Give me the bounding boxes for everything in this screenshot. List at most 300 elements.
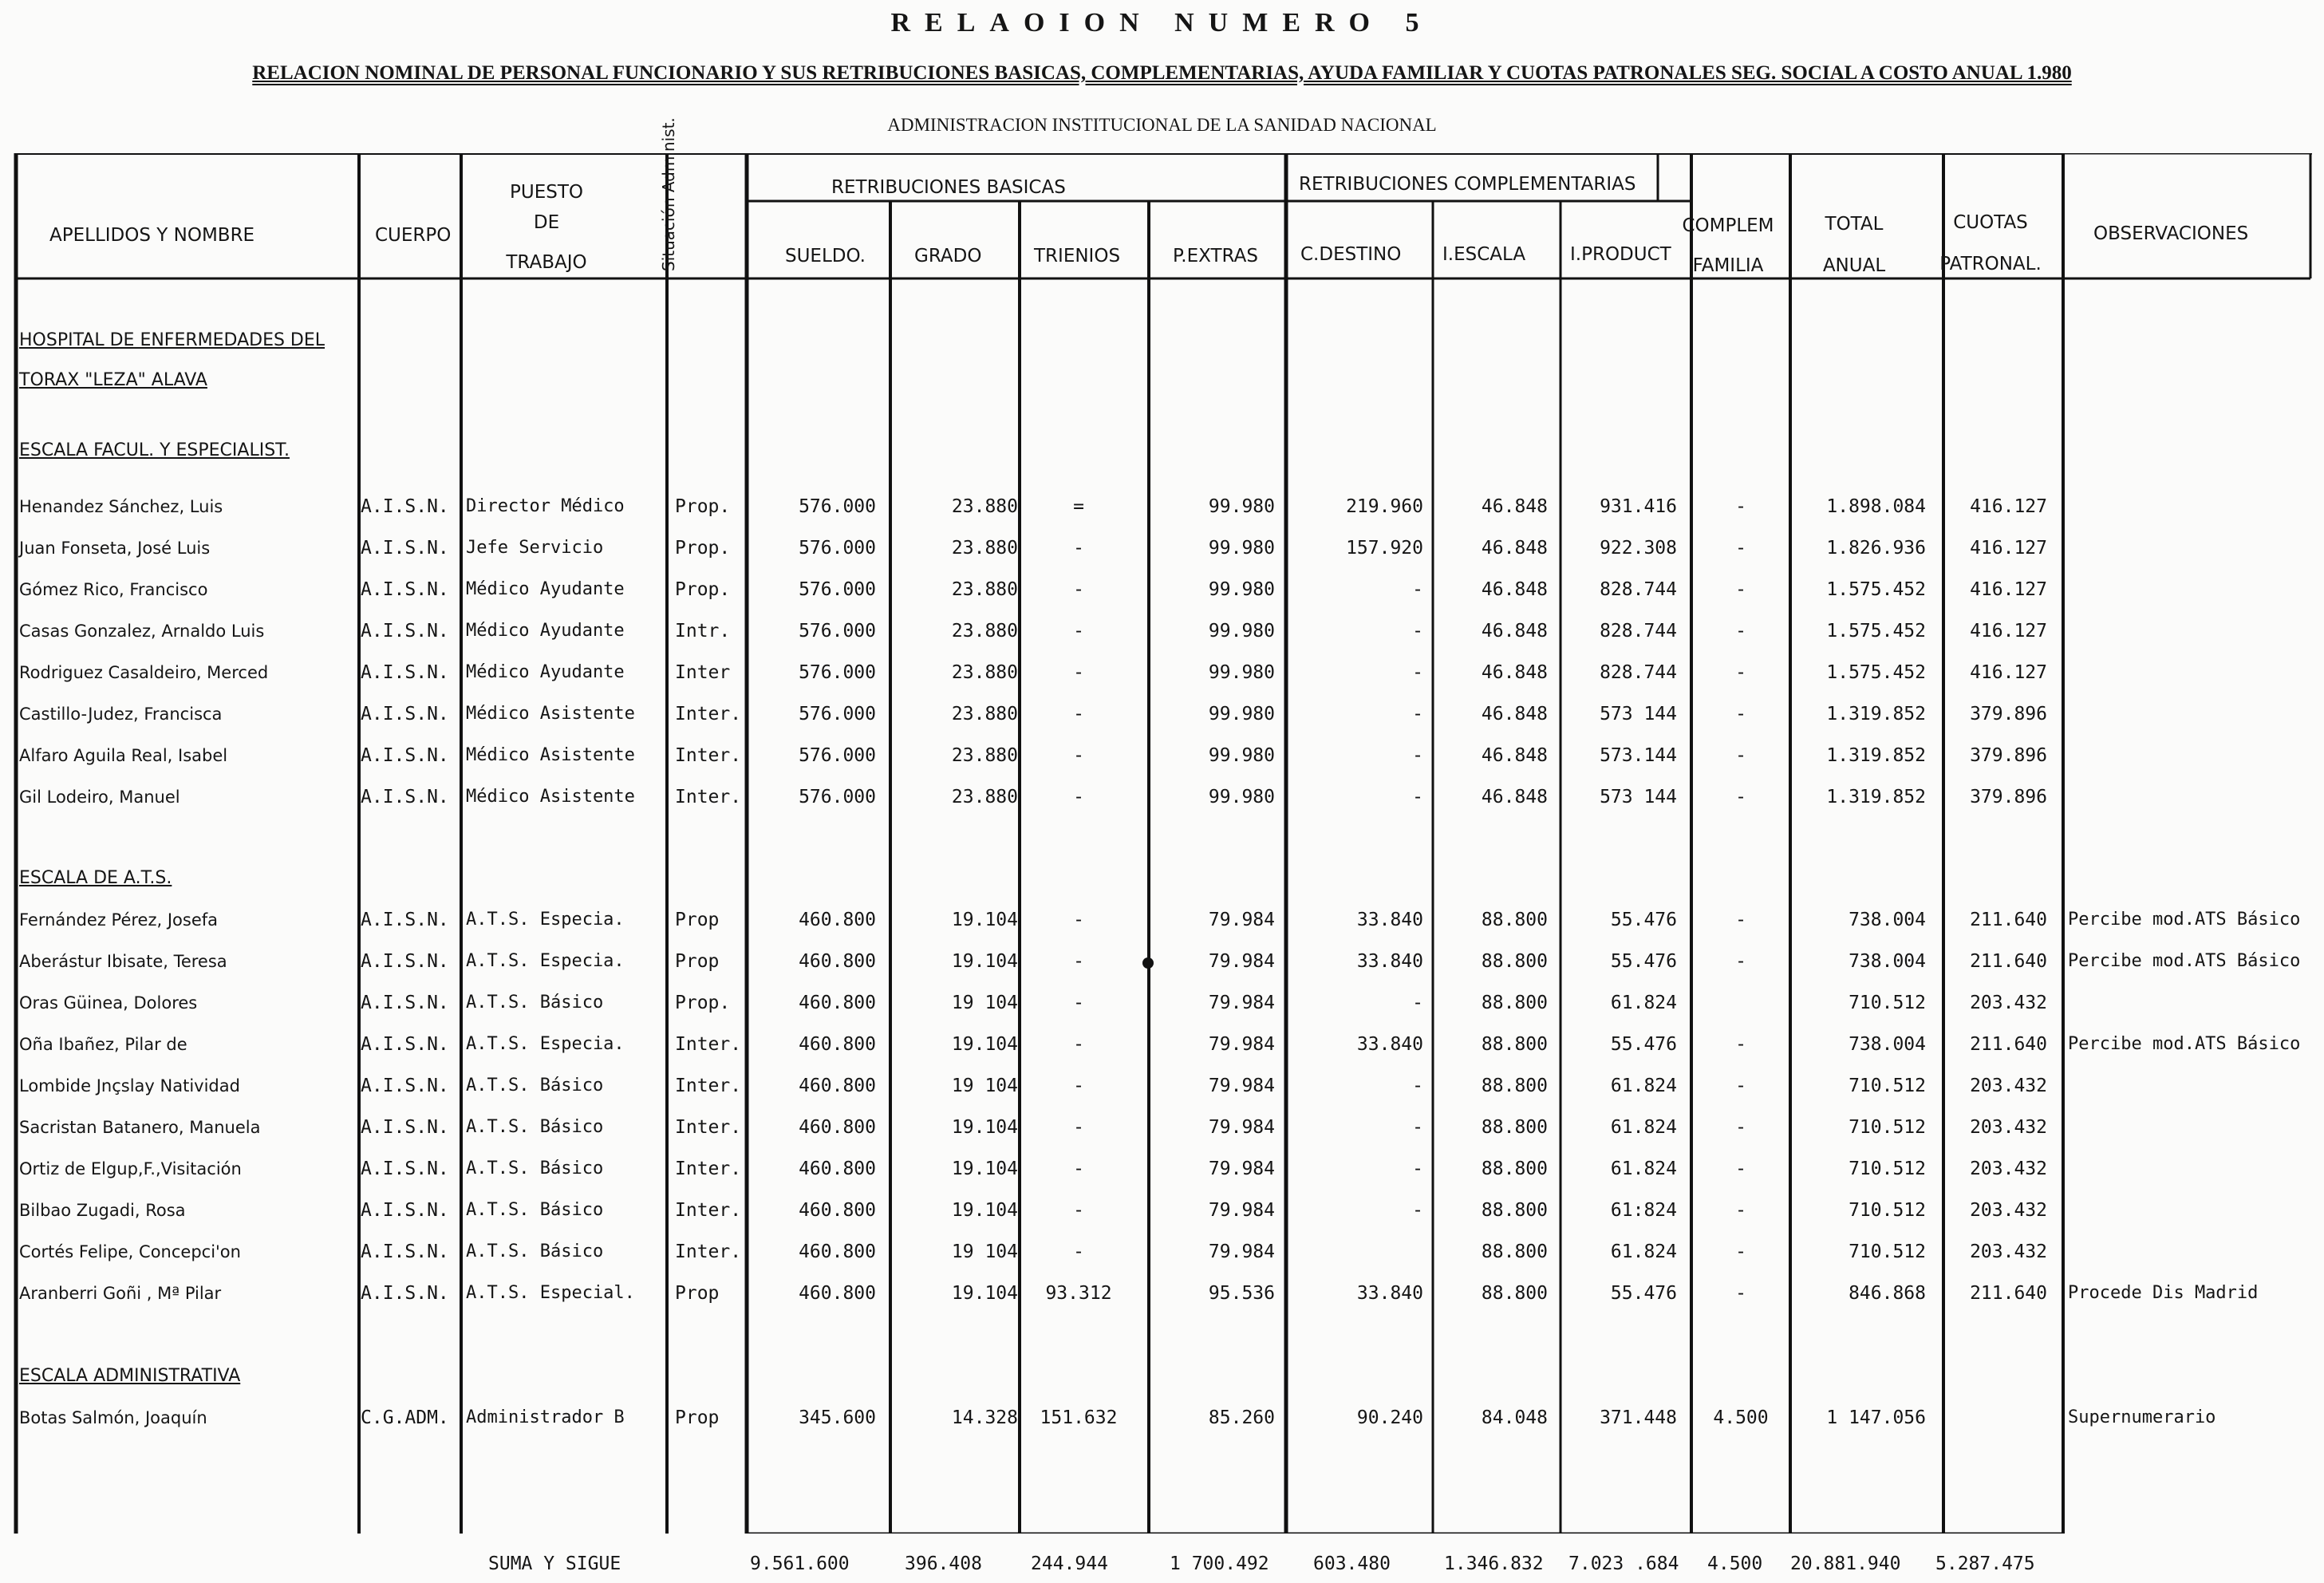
cell-iproduct: 573 144 [1600, 704, 1677, 724]
cell-iproduct: 61.824 [1610, 1242, 1677, 1262]
cell-sueldo: 460.800 [799, 1159, 876, 1179]
cell-iproduct: 55.476 [1610, 1283, 1677, 1304]
cell-situacion: Inter [675, 662, 731, 683]
cell-iproduct: 61.824 [1610, 1076, 1677, 1096]
cell-grado: 14.328 [951, 1407, 1018, 1428]
cell-grado: 19.104 [951, 1159, 1018, 1179]
cell-puesto: Jefe Servicio [466, 538, 604, 558]
cell-iescala: 46.848 [1481, 621, 1548, 641]
cell-situacion: Inter. [675, 1242, 742, 1262]
cell-cuerpo: A.I.S.N. [361, 662, 449, 683]
cell-puesto: A.T.S. Básico [466, 1117, 604, 1137]
cell-sueldo: 460.800 [799, 1200, 876, 1221]
cell-cuotas: 211.640 [1970, 1034, 2047, 1055]
cell-pextras: 95.536 [1208, 1283, 1275, 1304]
cell-complem: - [1735, 1034, 1746, 1055]
cell-cdestino: - [1412, 1076, 1423, 1096]
cell-obs [2068, 619, 2323, 643]
cell-obs [2068, 536, 2323, 560]
cell-situacion: Inter. [675, 704, 742, 724]
cell-trienios: - [1073, 1034, 1084, 1055]
cell-nombre: Gómez Rico, Francisco [19, 580, 208, 599]
cell-grado: 19 104 [951, 993, 1018, 1013]
cell-total: 1.575.452 [1826, 579, 1926, 600]
cell-sueldo: 576.000 [799, 621, 876, 641]
cell-total: 1 147.056 [1826, 1407, 1926, 1428]
cell-cuotas: 203.432 [1970, 1242, 2047, 1262]
cell-iproduct: 922.308 [1600, 538, 1677, 559]
cell-cuotas: 203.432 [1970, 1159, 2047, 1179]
cell-grado: 23.880 [951, 787, 1018, 807]
cell-nombre: Castillo-Judez, Francisca [19, 705, 223, 724]
cell-iproduct: 828.744 [1600, 662, 1677, 683]
cell-iescala: 88.800 [1481, 1242, 1548, 1262]
cell-grado: 19.104 [951, 910, 1018, 930]
cell-total: 710.512 [1849, 1159, 1926, 1179]
cell-cuotas: 379.896 [1970, 787, 2047, 807]
cell-situacion: Prop [675, 1407, 720, 1428]
cell-cdestino: - [1412, 621, 1423, 641]
cell-puesto: A.T.S. Especia. [466, 910, 625, 930]
total-trienios: 244.944 [1031, 1553, 1108, 1574]
cell-cuerpo: A.I.S.N. [361, 1200, 449, 1221]
cell-cdestino: 33.840 [1356, 951, 1423, 972]
cell-sueldo: 460.800 [799, 993, 876, 1013]
cell-nombre: Rodriguez Casaldeiro, Merced [19, 663, 269, 682]
cell-sueldo: 576.000 [799, 745, 876, 766]
section-escala-administrativa: ESCALA ADMINISTRATIVA [19, 1366, 241, 1386]
cell-grado: 23.880 [951, 704, 1018, 724]
cell-iescala: 46.848 [1481, 745, 1548, 766]
cell-complem: - [1735, 538, 1746, 559]
header-sueldo: SUELDO. [785, 246, 866, 266]
cell-sueldo: 460.800 [799, 951, 876, 972]
cell-iproduct: 573.144 [1600, 745, 1677, 766]
cell-complem: - [1735, 951, 1746, 972]
cell-cuotas [1937, 1406, 2047, 1430]
cell-trienios: - [1073, 538, 1084, 559]
cell-trienios: - [1073, 951, 1084, 972]
header-cdestino: C.DESTINO [1300, 244, 1402, 265]
cell-obs: Percibe mod.ATS Básico [2068, 951, 2301, 971]
cell-situacion: Intr. [675, 621, 731, 641]
cell-cuerpo: A.I.S.N. [361, 579, 449, 600]
cell-sueldo: 460.800 [799, 1076, 876, 1096]
cell-iproduct: 61.824 [1610, 993, 1677, 1013]
section-escala-facultativa: ESCALA FACUL. Y ESPECIALIST. [19, 440, 290, 460]
cell-pextras: 99.980 [1208, 579, 1275, 600]
cell-cuerpo: A.I.S.N. [361, 538, 449, 559]
cell-situacion: Prop. [675, 496, 731, 517]
cell-nombre: Aranberri Goñi , Mª Pilar [19, 1284, 222, 1303]
cell-cdestino: 219.960 [1346, 496, 1423, 517]
cell-complem: - [1735, 579, 1746, 600]
total-iescala: 1.346.832 [1444, 1553, 1544, 1574]
cell-iescala: 46.848 [1481, 538, 1548, 559]
cell-obs [2068, 991, 2323, 1015]
cell-iproduct: 55.476 [1610, 910, 1677, 930]
cell-pextras: 99.980 [1208, 745, 1275, 766]
cell-trienios: - [1073, 1242, 1084, 1262]
header-cuotas-1: CUOTAS [1953, 212, 2028, 233]
cell-cdestino: - [1412, 787, 1423, 807]
header-puesto-1: PUESTO [510, 182, 583, 203]
cell-complem: - [1735, 1159, 1746, 1179]
cell-situacion: Prop [675, 910, 720, 930]
cell-iescala: 88.800 [1481, 1159, 1548, 1179]
cell-iescala: 88.800 [1481, 993, 1548, 1013]
cell-iescala: 88.800 [1481, 910, 1548, 930]
cell-trienios: - [1073, 1200, 1084, 1221]
cell-cuotas: 211.640 [1970, 1283, 2047, 1304]
total-pextras: 1 700.492 [1170, 1553, 1269, 1574]
header-cuotas-2: PATRONAL. [1939, 254, 2042, 274]
cell-obs: Procede Dis Madrid [2068, 1283, 2259, 1303]
cell-puesto: Administrador B [466, 1407, 625, 1427]
cell-puesto: Médico Asistente [466, 787, 635, 807]
cell-cuerpo: A.I.S.N. [361, 910, 449, 930]
cell-iproduct: 55.476 [1610, 1034, 1677, 1055]
cell-pextras: 99.980 [1208, 621, 1275, 641]
document-subtitle: RELACION NOMINAL DE PERSONAL FUNCIONARIO Y SUS RETRIBUCIONES BASICAS, COMPLEMENTARIAS, AYUDA FAMILIAR Y CUOTAS PATRONALES SEG. SOCIAL A COSTO ANUAL 1.980 [252, 62, 2072, 84]
cell-pextras: 79.984 [1208, 1242, 1275, 1262]
total-complem: 4.500 [1707, 1553, 1763, 1574]
cell-iescala: 46.848 [1481, 662, 1548, 683]
cell-nombre: Henandez Sánchez, Luis [19, 497, 223, 516]
cell-cuotas: 203.432 [1970, 993, 2047, 1013]
cell-sueldo: 576.000 [799, 704, 876, 724]
cell-grado: 23.880 [951, 745, 1018, 766]
cell-cuotas: 203.432 [1970, 1200, 2047, 1221]
cell-grado: 19.104 [951, 1034, 1018, 1055]
cell-cuerpo: A.I.S.N. [361, 1034, 449, 1055]
cell-puesto: A.T.S. Especial. [466, 1283, 635, 1303]
totals-label: SUMA Y SIGUE [488, 1553, 621, 1574]
cell-puesto: Director Médico [466, 496, 625, 516]
cell-iescala: 46.848 [1481, 787, 1548, 807]
cell-nombre: Botas Salmón, Joaquín [19, 1408, 207, 1427]
cell-situacion: Inter. [675, 745, 742, 766]
cell-pextras: 99.980 [1208, 662, 1275, 683]
cell-iescala: 88.800 [1481, 1200, 1548, 1221]
cell-cdestino [1288, 1240, 1423, 1264]
cell-complem: - [1735, 1200, 1746, 1221]
cell-trienios: - [1073, 993, 1084, 1013]
header-puesto-3: TRABAJO [506, 252, 587, 273]
cell-situacion: Inter. [675, 1200, 742, 1221]
cell-iescala: 88.800 [1481, 951, 1548, 972]
cell-sueldo: 576.000 [799, 579, 876, 600]
cell-total: 738.004 [1849, 951, 1926, 972]
cell-pextras: 79.984 [1208, 993, 1275, 1013]
cell-obs [2068, 1240, 2323, 1264]
cell-nombre: Gil Lodeiro, Manuel [19, 788, 180, 807]
cell-cuerpo: A.I.S.N. [361, 787, 449, 807]
cell-grado: 23.880 [951, 662, 1018, 683]
cell-sueldo: 460.800 [799, 910, 876, 930]
cell-grado: 23.880 [951, 538, 1018, 559]
cell-trienios: - [1073, 704, 1084, 724]
cell-iescala: 84.048 [1481, 1407, 1548, 1428]
cell-cuerpo: A.I.S.N. [361, 993, 449, 1013]
cell-obs [2068, 785, 2323, 809]
cell-cuotas: 416.127 [1970, 662, 2047, 683]
cell-iproduct: 55.476 [1610, 951, 1677, 972]
cell-total: 710.512 [1849, 1200, 1926, 1221]
cell-trienios: 151.632 [1040, 1407, 1118, 1428]
header-puesto-2: DE [533, 212, 560, 233]
cell-nombre: Casas Gonzalez, Arnaldo Luis [19, 622, 265, 641]
cell-trienios: - [1073, 1159, 1084, 1179]
cell-total: 1.319.852 [1826, 704, 1926, 724]
header-total-1: TOTAL [1825, 214, 1884, 235]
cell-nombre: Juan Fonseta, José Luis [19, 539, 211, 558]
cell-complem [1693, 991, 1789, 1015]
cell-cdestino: - [1412, 579, 1423, 600]
cell-trienios: - [1073, 1076, 1084, 1096]
cell-nombre: Cortés Felipe, Concepci'on [19, 1242, 241, 1261]
cell-trienios: - [1073, 1117, 1084, 1138]
cell-puesto: Médico Asistente [466, 704, 635, 724]
total-cdestino: 603.480 [1313, 1553, 1391, 1574]
cell-situacion: Inter. [675, 1159, 742, 1179]
cell-cdestino: - [1412, 662, 1423, 683]
cell-iescala: 46.848 [1481, 496, 1548, 517]
header-nombre: APELLIDOS Y NOMBRE [49, 225, 255, 246]
cell-total: 710.512 [1849, 1076, 1926, 1096]
cell-puesto: A.T.S. Básico [466, 1242, 604, 1261]
cell-puesto: A.T.S. Básico [466, 1159, 604, 1178]
cell-trienios: = [1073, 496, 1084, 517]
cell-pextras: 79.984 [1208, 1200, 1275, 1221]
cell-complem: - [1735, 1117, 1746, 1138]
cell-trienios: - [1073, 787, 1084, 807]
cell-obs [2068, 1157, 2323, 1181]
cell-puesto: A.T.S. Básico [466, 1076, 604, 1095]
cell-grado: 23.880 [951, 579, 1018, 600]
cell-situacion: Prop. [675, 993, 731, 1013]
cell-cuotas: 416.127 [1970, 538, 2047, 559]
cell-cuerpo: A.I.S.N. [361, 496, 449, 517]
cell-nombre: Bilbao Zugadi, Rosa [19, 1201, 186, 1220]
cell-cuotas: 203.432 [1970, 1117, 2047, 1138]
cell-obs: Percibe mod.ATS Básico [2068, 910, 2301, 930]
header-complem-1: COMPLEM [1682, 215, 1774, 236]
cell-cuerpo: A.I.S.N. [361, 745, 449, 766]
cell-obs [2068, 495, 2323, 519]
cell-trienios: - [1073, 579, 1084, 600]
cell-total: 1.898.084 [1826, 496, 1926, 517]
cell-complem: - [1735, 910, 1746, 930]
cell-total: 846.868 [1849, 1283, 1926, 1304]
cell-total: 738.004 [1849, 1034, 1926, 1055]
cell-cuerpo: A.I.S.N. [361, 621, 449, 641]
cell-sueldo: 460.800 [799, 1283, 876, 1304]
cell-iescala: 88.800 [1481, 1076, 1548, 1096]
cell-puesto: A.T.S. Básico [466, 1200, 604, 1220]
cell-iproduct: 371.448 [1600, 1407, 1677, 1428]
header-pextras: P.EXTRAS [1173, 246, 1258, 266]
cell-nombre: Aberástur Ibisate, Teresa [19, 952, 227, 971]
cell-cuotas: 203.432 [1970, 1076, 2047, 1096]
administration-heading: ADMINISTRACION INSTITUCIONAL DE LA SANIDAD NACIONAL [887, 115, 1437, 135]
hospital-name-line2: TORAX "LEZA" ALAVA [19, 370, 207, 390]
cell-trienios: - [1073, 910, 1084, 930]
cell-complem: - [1735, 496, 1746, 517]
cell-cuotas: 211.640 [1970, 910, 2047, 930]
cell-nombre: Ortiz de Elguр,F.,Visitación [19, 1159, 242, 1178]
cell-cuerpo: A.I.S.N. [361, 1242, 449, 1262]
cell-cdestino: - [1412, 1159, 1423, 1179]
cell-grado: 23.880 [951, 496, 1018, 517]
cell-grado: 19 104 [951, 1242, 1018, 1262]
cell-situacion: Prop [675, 1283, 720, 1304]
cell-puesto: A.T.S. Especia. [466, 1034, 625, 1054]
cell-grado: 19.104 [951, 1200, 1018, 1221]
cell-trienios: - [1073, 621, 1084, 641]
cell-obs: Supernumerario [2068, 1407, 2216, 1427]
cell-sueldo: 345.600 [799, 1407, 876, 1428]
cell-sueldo: 576.000 [799, 662, 876, 683]
cell-pextras: 79.984 [1208, 1034, 1275, 1055]
cell-grado: 19 104 [951, 1076, 1018, 1096]
header-complem-2: FAMILIA [1692, 255, 1764, 276]
cell-nombre: Lombide Jnçslay Natividad [19, 1076, 240, 1095]
cell-complem: - [1735, 745, 1746, 766]
cell-cdestino: - [1412, 704, 1423, 724]
hospital-name-line1: HOSPITAL DE ENFERMEDADES DEL [19, 330, 326, 350]
cell-cuerpo: A.I.S.N. [361, 704, 449, 724]
cell-complem: - [1735, 621, 1746, 641]
cell-trienios: - [1073, 745, 1084, 766]
cell-cuotas: 379.896 [1970, 704, 2047, 724]
cell-cuotas: 416.127 [1970, 496, 2047, 517]
cell-sueldo: 460.800 [799, 1117, 876, 1138]
cell-cuotas: 379.896 [1970, 745, 2047, 766]
cell-grado: 23.880 [951, 621, 1018, 641]
header-observaciones: OBSERVACIONES [2093, 223, 2249, 244]
cell-pextras: 99.980 [1208, 704, 1275, 724]
cell-total: 710.512 [1849, 1242, 1926, 1262]
cell-iproduct: 828.744 [1600, 621, 1677, 641]
cell-iescala: 46.848 [1481, 704, 1548, 724]
cell-iproduct: 573 144 [1600, 787, 1677, 807]
cell-obs [2068, 661, 2323, 685]
cell-total: 1.319.852 [1826, 745, 1926, 766]
cell-iproduct: 828.744 [1600, 579, 1677, 600]
cell-pextras: 85.260 [1208, 1407, 1275, 1428]
cell-iproduct: 931.416 [1600, 496, 1677, 517]
header-iproduct: I.PRODUCT [1570, 244, 1671, 265]
cell-total: 710.512 [1849, 1117, 1926, 1138]
cell-obs [2068, 578, 2323, 602]
cell-situacion: Inter. [675, 1076, 742, 1096]
cell-total: 1.575.452 [1826, 621, 1926, 641]
cell-obs [2068, 1115, 2323, 1139]
cell-obs [2068, 1074, 2323, 1098]
cell-nombre: Fernández Pérez, Josefa [19, 910, 219, 930]
section-escala-ats: ESCALA DE A.T.S. [19, 868, 172, 888]
cell-pextras: 79.984 [1208, 910, 1275, 930]
cell-cuerpo: C.G.ADM. [361, 1407, 449, 1428]
cell-trienios: 93.312 [1045, 1283, 1112, 1304]
cell-cuerpo: A.I.S.N. [361, 1076, 449, 1096]
cell-sueldo: 576.000 [799, 496, 876, 517]
cell-nombre: Oras Güinea, Dolores [19, 993, 198, 1013]
cell-cdestino: 33.840 [1356, 910, 1423, 930]
header-cuerpo: CUERPO [375, 225, 452, 246]
cell-situacion: Prop [675, 951, 720, 972]
cell-obs: Percibe mod.ATS Básico [2068, 1034, 2301, 1054]
cell-pextras: 79.984 [1208, 1076, 1275, 1096]
total-iproduct: 7.023 .684 [1568, 1553, 1679, 1574]
cell-iproduct: 61:824 [1610, 1200, 1677, 1221]
cell-puesto: Médico Asistente [466, 745, 635, 765]
cell-cdestino: 90.240 [1356, 1407, 1423, 1428]
total-anual: 20.881.940 [1790, 1553, 1901, 1574]
header-trienios: TRIENIOS [1034, 246, 1121, 266]
cell-cuerpo: A.I.S.N. [361, 1117, 449, 1138]
cell-cdestino: 33.840 [1356, 1283, 1423, 1304]
cell-total: 1.575.452 [1826, 662, 1926, 683]
cell-situacion: Inter. [675, 1117, 742, 1138]
cell-obs [2068, 1198, 2323, 1222]
cell-cuotas: 211.640 [1970, 951, 2047, 972]
cell-sueldo: 460.800 [799, 1034, 876, 1055]
cell-situacion: Prop. [675, 579, 731, 600]
cell-iescala: 88.800 [1481, 1034, 1548, 1055]
cell-iescala: 46.848 [1481, 579, 1548, 600]
cell-sueldo: 576.000 [799, 538, 876, 559]
cell-cuerpo: A.I.S.N. [361, 1159, 449, 1179]
cell-sueldo: 576.000 [799, 787, 876, 807]
cell-puesto: A.T.S. Especia. [466, 951, 625, 971]
cell-total: 710.512 [1849, 993, 1926, 1013]
cell-obs [2068, 702, 2323, 726]
cell-iproduct: 61.824 [1610, 1117, 1677, 1138]
cell-cdestino: - [1412, 993, 1423, 1013]
cell-cdestino: 157.920 [1346, 538, 1423, 559]
cell-sueldo: 460.800 [799, 1242, 876, 1262]
header-retribuciones-complementarias: RETRIBUCIONES COMPLEMENTARIAS [1299, 174, 1636, 195]
cell-puesto: Médico Ayudante [466, 662, 625, 682]
header-grado: GRADO [914, 246, 982, 266]
cell-cuerpo: A.I.S.N. [361, 1283, 449, 1304]
total-cuotas: 5.287.475 [1935, 1553, 2035, 1574]
cell-cuotas: 416.127 [1970, 621, 2047, 641]
cell-iescala: 88.800 [1481, 1283, 1548, 1304]
cell-puesto: Médico Ayudante [466, 579, 625, 599]
cell-iescala: 88.800 [1481, 1117, 1548, 1138]
cell-complem: - [1735, 1283, 1746, 1304]
cell-grado: 19.104 [951, 1283, 1018, 1304]
cell-nombre: Oña Ibañez, Pilar de [19, 1035, 187, 1054]
cell-situacion: Inter. [675, 1034, 742, 1055]
header-iescala: I.ESCALA [1442, 244, 1526, 265]
cell-nombre: Alfaro Aguila Real, Isabel [19, 746, 228, 765]
cell-cdestino: 33.840 [1356, 1034, 1423, 1055]
cell-total: 738.004 [1849, 910, 1926, 930]
cell-grado: 19.104 [951, 1117, 1018, 1138]
cell-iproduct: 61.824 [1610, 1159, 1677, 1179]
cell-trienios: - [1073, 662, 1084, 683]
document-title: RELAOION NUMERO 5 [890, 8, 1434, 38]
cell-cuotas: 416.127 [1970, 579, 2047, 600]
total-grado: 396.408 [905, 1553, 982, 1574]
cell-situacion: Prop. [675, 538, 731, 559]
cell-total: 1.826.936 [1826, 538, 1926, 559]
cell-situacion: Inter. [675, 787, 742, 807]
